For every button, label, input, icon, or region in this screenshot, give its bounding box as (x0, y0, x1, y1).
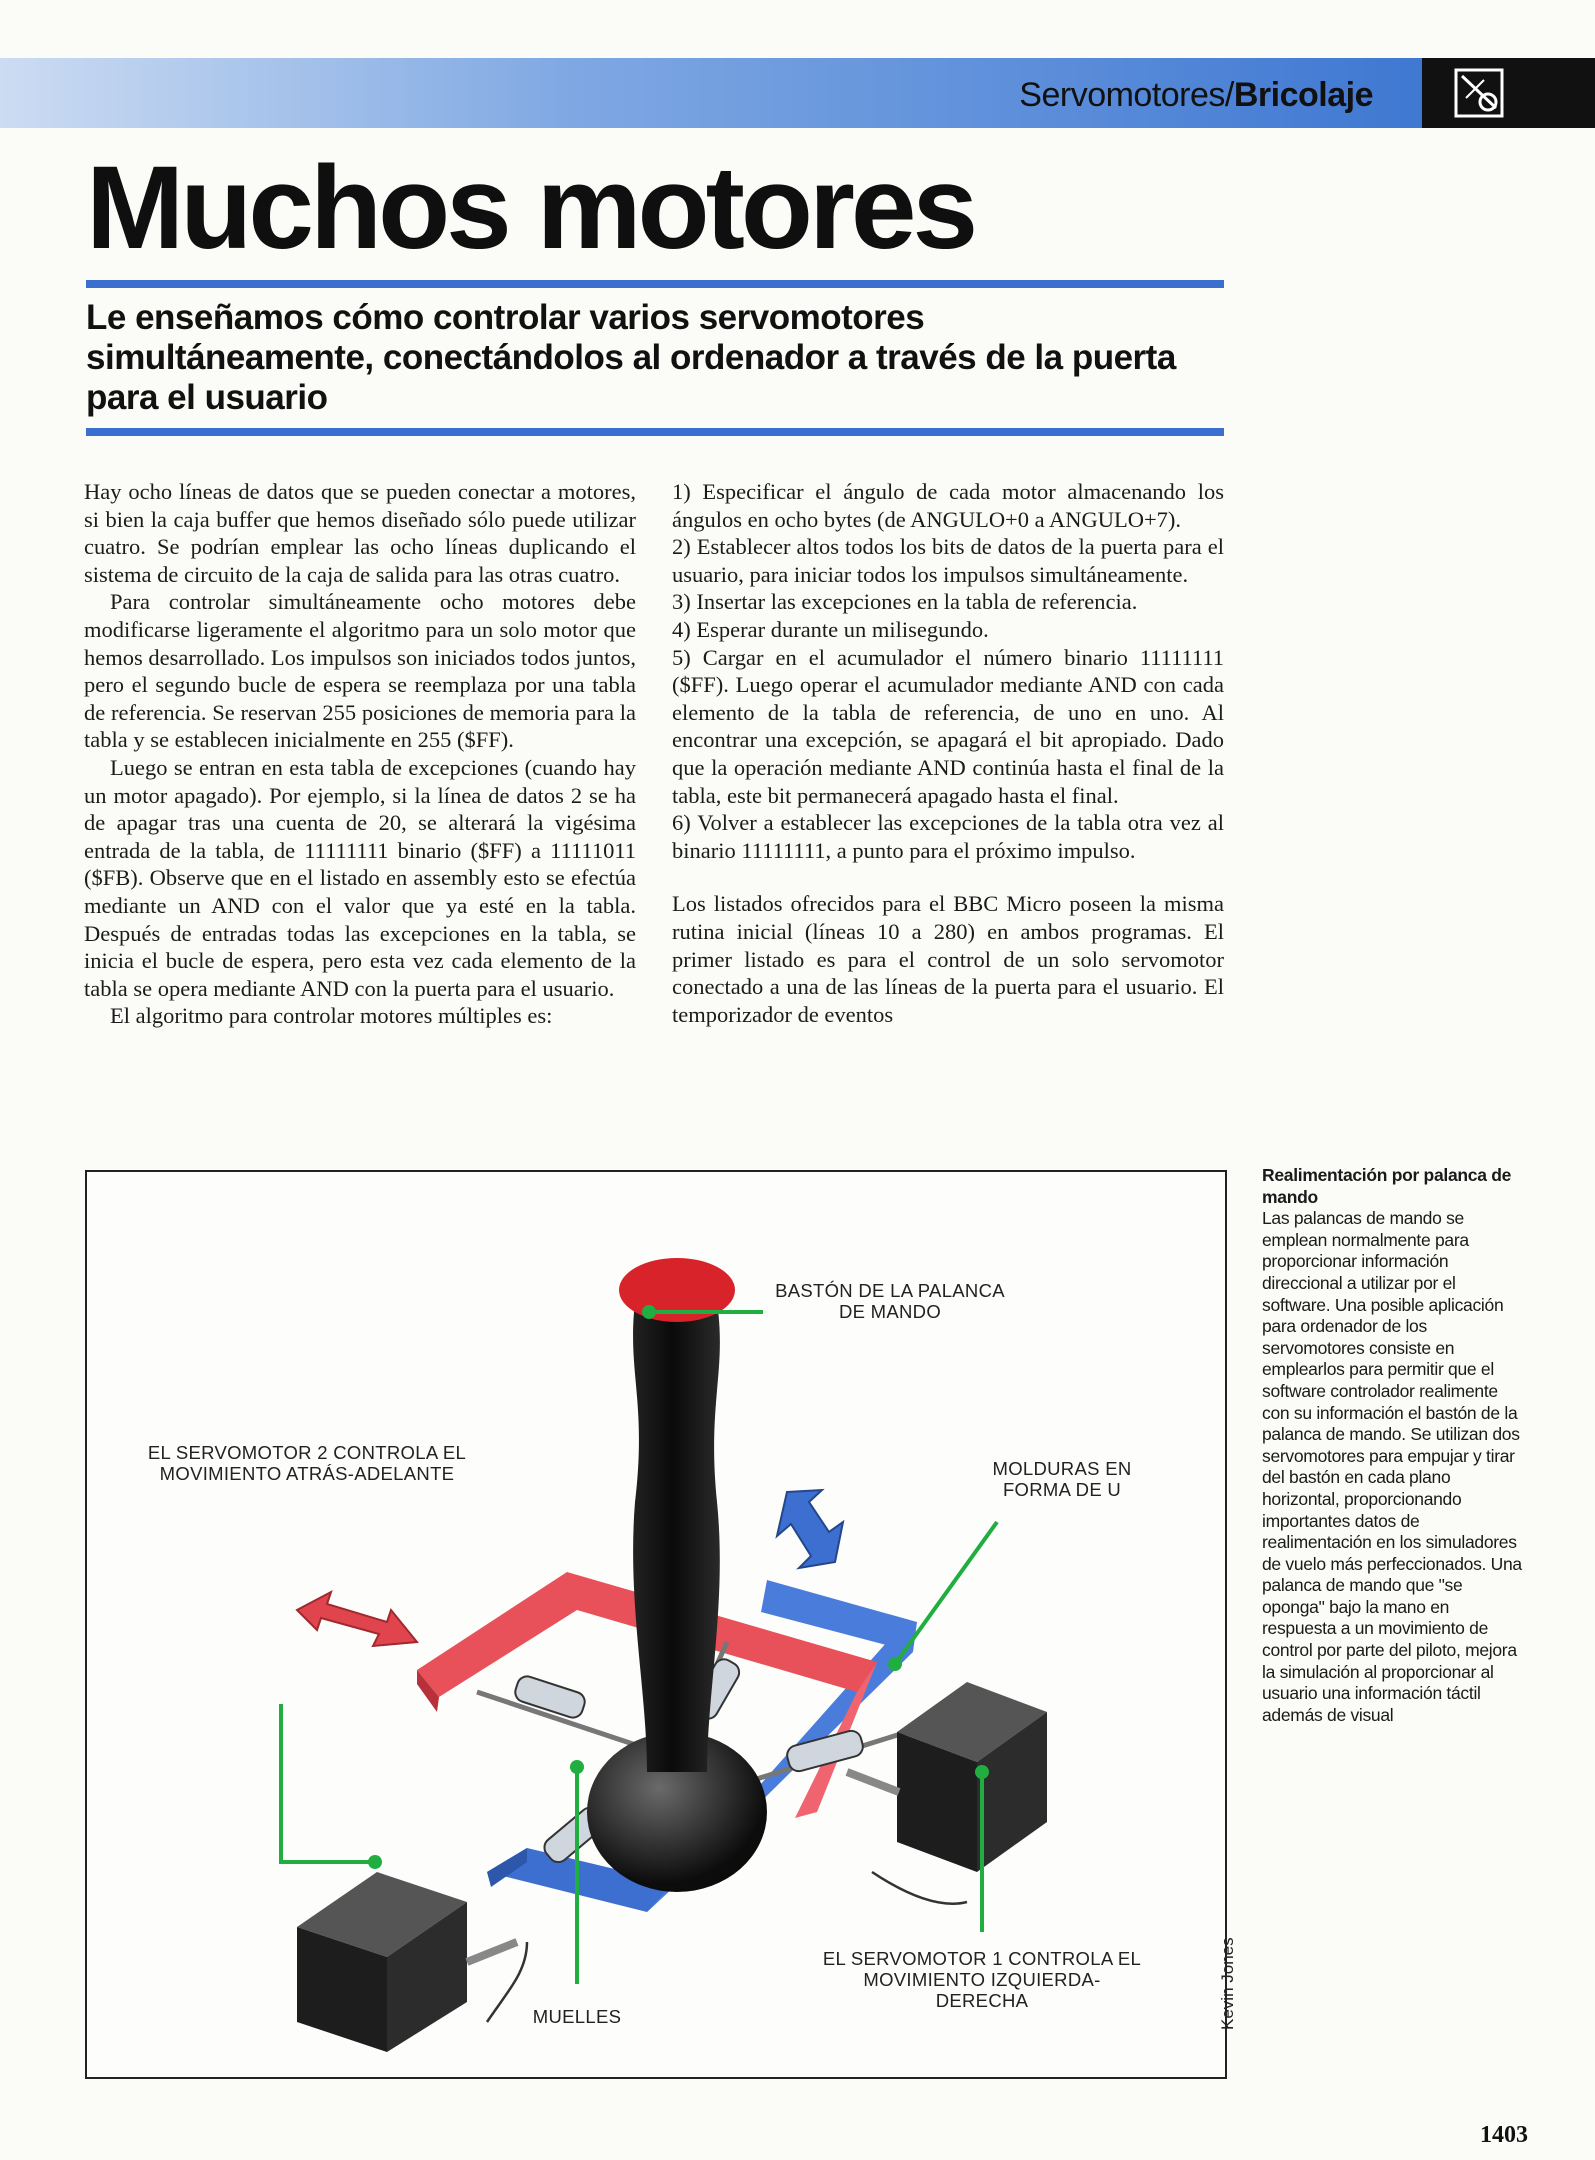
sidebar-caption (1262, 1165, 1524, 1726)
paragraph: Luego se entran en esta tabla de excepciones (cuando hay un motor apagado). Por ejemplo, si la línea de datos 2 se ha de apagar tras una cuenta de 20, se alterará la vigésima entrada de la tabla, de 11111111 binario ($FF) a 11111011 ($FB). Observe que en el listado en assembly esto se efectúa mediante un AND con el valor que ya esté en la tabla. Después de entradas todas las excepciones en la tabla, se inicia el bucle de espera, pero esta vez cada elemento de la tabla se opera mediante AND con la puerta para el usuario. (84, 754, 636, 1001)
section-name: Servomotores/ (1019, 76, 1234, 114)
body-column-right (672, 478, 1224, 1028)
illustration-credit: Kevin Jones (1218, 1937, 1237, 2030)
subsection-name: Bricolaje (1233, 76, 1373, 114)
sidebar-body: Las palancas de mando se emplean normalmente para proporcionar información direccional a utilizar por el software. Una posible aplicación para ordenador de los servomotores consiste en emplearlos para permitir que el software controlador realimente con su información el bastón de la palanca de mando. Se utilizan dos servomotores para empujar y tirar del bastón en cada plano horizontal, proporcionando importantes datos de realimentación en los simuladores de vuelo más perfeccionados. Una palanca de mando que "se oponga" bajo la mano en respuesta a un movimiento de control por parte del piloto, mejora la simulación al proporcionar al usuario una información táctil además de visual (1262, 1208, 1522, 1725)
servomotor-1-box (847, 1682, 1047, 1872)
paragraph: Los listados ofrecidos para el BBC Micro poseen la misma rutina inicial (líneas 10 a 280) en ambos programas. El primer listado es para el control de un solo servomotor conectado a una de las líneas de la puerta para el usuario. El temporizador de eventos (672, 891, 1224, 1027)
section-label (1019, 76, 1373, 115)
joystick-stick (633, 1302, 720, 1772)
algorithm-step: 4) Esperar durante un milisegundo. (672, 616, 989, 642)
page-number: 1403 (1480, 2122, 1528, 2148)
page-subtitle: Le enseñamos cómo controlar varios servomotores simultáneamente, conectándolos al ordenador a través de la puerta para el usuario (86, 298, 1176, 417)
body-column-left (84, 478, 636, 1030)
algorithm-step: 1) Especificar el ángulo de cada motor almacenando los ángulos en ocho bytes (de ANGULO+0 a ANGULO+7). (672, 479, 1224, 532)
blue-arrow (777, 1490, 843, 1568)
algorithm-step: 2) Establecer altos todos los bits de datos de la puerta para el usuario, para iniciar todos los impulsos simultáneamente. (672, 534, 1224, 587)
label-baston: BASTÓN DE LA PALANCA DE MANDO (775, 1280, 1005, 1322)
page-title: Muchos motores (86, 142, 975, 274)
section-icon-box (1422, 58, 1595, 128)
servomotor-2-box (297, 1872, 517, 2052)
joystick-drawing (87, 1172, 1225, 2077)
label-servo-1: EL SERVOMOTOR 1 CONTROLA EL MOVIMIENTO IZQUIERDA-DERECHA (822, 1948, 1142, 2011)
paragraph: El algoritmo para controlar motores múltiples es: (110, 1003, 553, 1029)
label-muelles: MUELLES (532, 2006, 622, 2027)
joystick-illustration (85, 1170, 1227, 2079)
tools-icon (1454, 68, 1504, 118)
label-servo-2: EL SERVOMOTOR 2 CONTROLA EL MOVIMIENTO ATRÁS-ADELANTE (147, 1442, 467, 1484)
paragraph: Hay ocho líneas de datos que se pueden conectar a motores, si bien la caja buffer que hemos diseñado sólo puede utilizar cuatro. Se podrían emplear las ocho líneas duplicando el sistema de circuito de la caja de salida para las otras cuatro. (84, 479, 636, 587)
sidebar-heading: Realimentación por palanca de mando (1262, 1165, 1512, 1207)
label-molduras: MOLDURAS EN FORMA DE U (992, 1458, 1132, 1500)
algorithm-step: 5) Cargar en el acumulador el número binario 11111111 ($FF). Luego operar el acumulador mediante AND con cada elemento de la tabla de referencia, de uno en uno. Al encontrar una excepción, se apagará el bit apropiado. Dado que la operación mediante AND continúa hasta el final de la tabla, este bit permanecerá apagado hasta el final. (672, 644, 1224, 808)
algorithm-step: 6) Volver a establecer las excepciones de la tabla otra vez al binario 11111111, a punto para el próximo impulso. (672, 810, 1224, 863)
red-arrow (297, 1592, 417, 1646)
title-rule (86, 280, 1224, 288)
paragraph: Para controlar simultáneamente ocho motores debe modificarse ligeramente el algoritmo para un solo motor que hemos desarrollado. Los impulsos son iniciados todos juntos, pero el segundo bucle de espera se reemplaza por una tabla de referencia. Se reservan 255 posiciones de memoria para la tabla y se establecen inicialmente en 255 ($FF). (84, 589, 636, 753)
subtitle-rule (86, 428, 1224, 436)
algorithm-step: 3) Insertar las excepciones en la tabla de referencia. (672, 589, 1138, 615)
